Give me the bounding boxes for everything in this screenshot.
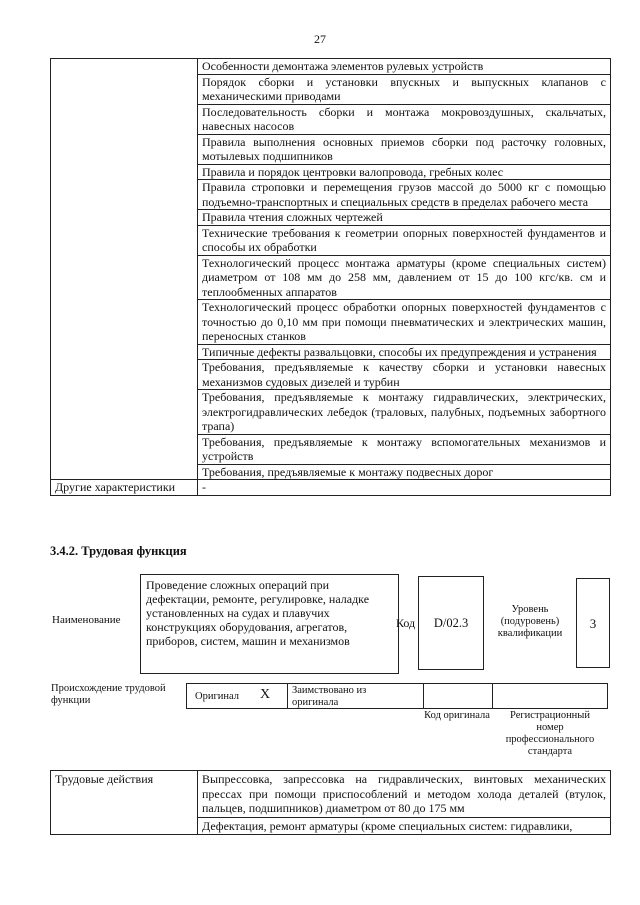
level-label: Уровень (подуровень) квалификации xyxy=(497,604,563,639)
code-label: Код xyxy=(396,616,416,630)
knowledge-item: Правила строповки и перемещения грузов массой до 5000 кг с помощью подъемно-транспортных и специальных средств в пределах рабочего места xyxy=(198,180,611,210)
actions-label: Трудовые действия xyxy=(51,771,198,835)
other-row xyxy=(51,480,611,496)
original-mark: X xyxy=(260,687,271,702)
knowledge-item: Порядок сборки и установки впускных и выпускных клапанов с механическими приводами xyxy=(198,74,611,104)
knowledge-item: Правила чтения сложных чертежей xyxy=(198,210,611,226)
knowledge-item: Типичные дефекты развальцовки, способы их предупреждения и устранения xyxy=(198,344,611,360)
name-label: Наименование xyxy=(52,614,121,626)
code-value: D/02.3 xyxy=(433,616,469,630)
registration-caption: Регистрационный номер профессионального стандарта xyxy=(505,710,595,757)
knowledge-item: Правила выполнения основных приемов сборки под расточку головных, мотылевых подшипников xyxy=(198,134,611,164)
knowledge-item: Технологический процесс монтажа арматуры (кроме специальных систем) диаметром от 108 мм до 258 мм, давлением от 15 до 100 кгс/кв. см и теплообменных аппаратов xyxy=(198,255,611,300)
registration-cell xyxy=(492,683,608,709)
knowledge-item: Требования, предъявляемые к качеству сборки и установки навесных механизмов судовых дизелей и турбин xyxy=(198,360,611,390)
page-number: 27 xyxy=(314,32,326,46)
action-item: Выпрессовка, запрессовка на гидравлических, винтовых механических прессах при помощи приспособлений и методом холода деталей (втулок, пальцев, подшипников) диаметром от 80 до 175 мм xyxy=(198,771,611,818)
borrowed-cell xyxy=(287,683,424,709)
knowledge-item: Требования, предъявляемые к монтажу подвесных дорог xyxy=(198,464,611,480)
code-caption: Код оригинала xyxy=(424,710,490,721)
level-box xyxy=(576,578,610,668)
section-heading: 3.4.2. Трудовая функция xyxy=(50,544,187,558)
knowledge-label-cell xyxy=(51,59,198,480)
original-label: Оригинал xyxy=(195,691,239,702)
actions-table xyxy=(50,770,611,835)
borrowed-label: Заимствовано из оригинала xyxy=(292,685,367,708)
knowledge-item: Правила и порядок центровки валопровода, гребных колес xyxy=(198,164,611,180)
origin-label: Происхождение трудовой функции xyxy=(51,683,166,706)
code-box xyxy=(418,576,484,670)
knowledge-item: Технологический процесс обработки опорных поверхностей фундаментов с точностью до 0,10 мм при помощи пневматических и электрических машин, переносных станков xyxy=(198,300,611,345)
knowledge-item: Требования, предъявляемые к монтажу гидравлических, электрических, электрогидравлических лебедок (траловых, палубных, подъемных забортного трапа) xyxy=(198,390,611,435)
origin-code-cell xyxy=(423,683,493,709)
function-name-value: Проведение сложных операций при дефектации, ремонте, регулировке, наладке установленных на судах и плавучих конструкциях оборудования, агрегатов, приборов, систем, машин и механизмов xyxy=(146,578,370,648)
other-value: - xyxy=(198,480,611,496)
level-value: 3 xyxy=(589,616,597,631)
knowledge-item: Последовательность сборки и монтажа мокровоздушных, скальчатых, навесных насосов xyxy=(198,104,611,134)
knowledge-item: Технические требования к геометрии опорных поверхностей фундаментов и способы их обработки xyxy=(198,225,611,255)
original-cell xyxy=(186,683,288,709)
knowledge-item: Требования, предъявляемые к монтажу вспомогательных механизмов и устройств xyxy=(198,434,611,464)
other-label: Другие характеристики xyxy=(51,480,198,496)
action-item: Дефектация, ремонт арматуры (кроме специальных систем: гидравлики, xyxy=(198,817,611,835)
action-row xyxy=(51,771,611,818)
knowledge-item: Особенности демонтажа элементов рулевых устройств xyxy=(198,59,611,75)
knowledge-row xyxy=(51,59,611,75)
knowledge-table xyxy=(50,58,611,496)
function-name-box xyxy=(140,574,399,674)
